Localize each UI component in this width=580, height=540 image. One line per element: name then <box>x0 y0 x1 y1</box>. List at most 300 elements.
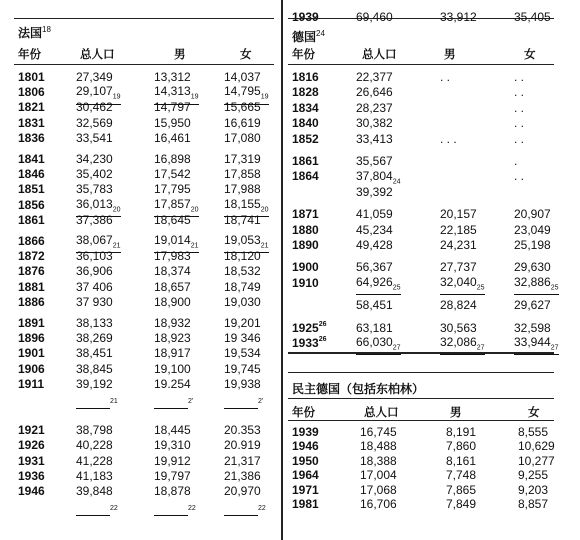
total-value: 56,367 <box>356 260 393 275</box>
female-cell <box>514 10 551 24</box>
year-text: 1880 <box>292 222 319 237</box>
year-text: 1801 <box>18 70 45 84</box>
total-value: 39,392 <box>356 184 393 199</box>
year-text: 1851 <box>18 182 45 197</box>
female-value: 29,627 <box>514 298 551 313</box>
male-cell <box>440 70 450 84</box>
blank-line <box>154 399 188 409</box>
year-cell <box>18 469 45 483</box>
total-cell <box>76 213 113 227</box>
table-row <box>14 85 274 99</box>
total-value: 38,451 <box>76 346 113 361</box>
header-female: 女 <box>524 49 536 61</box>
year-text: 1900 <box>292 260 319 275</box>
female-value: 20.919 <box>224 438 261 453</box>
france-table <box>14 10 274 540</box>
female-value: 18,532 <box>224 264 261 279</box>
year-cell <box>18 167 45 181</box>
female-value: 19,030 <box>224 294 261 309</box>
male-cell <box>154 152 191 166</box>
table-row <box>288 154 554 168</box>
year-cell <box>292 497 319 511</box>
year-text: 1886 <box>18 294 45 309</box>
table-row <box>14 280 274 294</box>
total-cell <box>76 346 113 360</box>
blank-line <box>224 399 258 409</box>
male-value: 33,912 <box>440 10 477 24</box>
female-value: 19,201 <box>224 316 261 330</box>
male-value: 18,917 <box>154 346 191 361</box>
bottom-rule <box>288 352 554 354</box>
male-value: 32,040 <box>440 274 477 289</box>
total-value: 66,030 <box>356 335 393 349</box>
footnote-marker: 25 <box>476 284 485 292</box>
table-row <box>288 132 554 146</box>
year-cell <box>18 70 45 84</box>
total-value: 30,462 <box>76 100 113 115</box>
male-cell <box>440 238 477 252</box>
female-value: . . <box>514 131 525 146</box>
female-value: 20,907 <box>514 207 551 222</box>
total-cell <box>76 264 113 278</box>
total-value: 40,228 <box>76 438 113 453</box>
male-cell <box>154 280 191 294</box>
female-value: 8,857 <box>518 497 549 511</box>
female-value: 17,080 <box>224 130 261 145</box>
total-cell <box>356 85 393 99</box>
year-cell <box>292 10 319 24</box>
female-cell <box>514 70 524 84</box>
male-value: 17,857 <box>154 196 191 211</box>
male-value: . . . <box>440 131 457 146</box>
female-value: 17,988 <box>224 182 261 197</box>
male-cell <box>154 116 191 130</box>
male-cell <box>154 331 191 345</box>
female-cell <box>224 469 261 483</box>
table-row <box>14 70 274 84</box>
footnote-marker: 19 <box>190 93 199 101</box>
male-cell <box>440 276 485 295</box>
year-text: 1950 <box>292 453 319 468</box>
male-cell <box>446 497 476 511</box>
male-value: 7,748 <box>446 468 477 483</box>
male-cell <box>154 316 191 330</box>
total-cell <box>76 377 113 391</box>
female-value: 32,598 <box>514 320 551 335</box>
male-value: 18,878 <box>154 484 191 498</box>
total-cell <box>76 469 113 483</box>
male-cell <box>446 425 476 439</box>
female-value: 32,886 <box>514 274 551 289</box>
total-value: 27,349 <box>76 70 113 84</box>
footnote-marker: 27 <box>550 344 559 352</box>
table-row <box>14 131 274 145</box>
total-value: 35,783 <box>76 182 113 197</box>
male-value: 16,898 <box>154 152 191 166</box>
male-value: 19.254 <box>154 376 191 391</box>
female-cell <box>224 213 261 227</box>
female-value: 23,049 <box>514 222 551 237</box>
male-cell <box>154 70 191 84</box>
gdr-table <box>288 368 554 528</box>
total-value: 41,228 <box>76 453 113 468</box>
table-row <box>288 274 559 292</box>
female-value: 14,795 <box>224 84 261 99</box>
female-cell <box>514 260 551 274</box>
year-cell <box>292 321 327 335</box>
female-value: 14,037 <box>224 70 261 84</box>
total-cell <box>76 423 113 437</box>
total-value: 32,569 <box>76 115 113 130</box>
male-cell <box>154 454 191 468</box>
table-row <box>288 483 554 497</box>
table-row <box>14 484 274 498</box>
male-cell <box>154 423 191 437</box>
total-cell <box>76 182 113 196</box>
year-cell <box>292 116 319 130</box>
male-value: 27,737 <box>440 260 477 275</box>
year-text: 1816 <box>292 70 319 84</box>
male-value: 14,313 <box>154 84 191 99</box>
column-divider <box>281 0 283 540</box>
female-value: 19,938 <box>224 376 261 391</box>
year-cell <box>18 423 45 437</box>
year-text: 1906 <box>18 361 45 376</box>
female-cell <box>224 398 263 412</box>
table-row <box>14 264 274 278</box>
table-row <box>14 152 274 166</box>
title-footnote: 24 <box>316 29 325 38</box>
female-value: 18,741 <box>224 212 261 227</box>
female-cell <box>224 438 261 452</box>
female-value: 19 346 <box>224 331 261 346</box>
total-cell <box>356 276 401 295</box>
female-value: 17,319 <box>224 152 261 166</box>
male-cell <box>154 469 191 483</box>
female-value: 15,665 <box>224 100 261 115</box>
blank-line <box>76 506 110 516</box>
male-cell <box>154 398 193 412</box>
female-cell <box>518 497 548 511</box>
total-value: 17,004 <box>360 468 397 483</box>
female-cell <box>514 169 524 183</box>
total-cell <box>76 331 113 345</box>
female-cell <box>224 116 261 130</box>
year-text: 1852 <box>292 131 319 146</box>
total-cell <box>360 425 397 439</box>
footnote-marker: 27 <box>392 344 401 352</box>
female-value: 29,630 <box>514 260 551 275</box>
total-value: 38,067 <box>76 233 113 247</box>
header-year: 年份 <box>292 49 315 61</box>
female-value: 20,970 <box>224 484 261 498</box>
female-value: 10,277 <box>518 453 555 468</box>
year-text: 1936 <box>18 468 45 483</box>
female-cell <box>514 132 524 146</box>
total-value: 58,451 <box>356 298 393 313</box>
table-title <box>292 28 325 45</box>
total-value: 16,745 <box>360 425 397 439</box>
blank-line <box>76 399 110 409</box>
female-value: 20.353 <box>224 423 261 438</box>
female-cell <box>224 484 261 498</box>
male-cell <box>440 223 477 237</box>
female-cell <box>514 276 559 295</box>
title-rule <box>288 398 554 399</box>
female-cell <box>514 154 517 168</box>
male-value: 7,849 <box>446 497 477 511</box>
female-cell <box>224 152 261 166</box>
title-footnote: 18 <box>42 25 51 34</box>
table-row <box>14 362 274 376</box>
female-value: 19,534 <box>224 346 261 361</box>
total-cell <box>76 362 113 376</box>
year-text: 1946 <box>292 439 319 454</box>
female-cell <box>224 316 261 330</box>
female-value: . . <box>514 85 525 100</box>
total-value: 36,013 <box>76 196 113 211</box>
table-row <box>288 238 554 252</box>
total-cell <box>360 439 397 453</box>
total-cell <box>356 223 393 237</box>
female-value: 33,944 <box>514 335 551 349</box>
header-rule <box>288 64 554 65</box>
year-cell <box>18 198 45 212</box>
total-cell <box>76 100 113 114</box>
total-cell <box>356 132 393 146</box>
table-row <box>288 425 554 439</box>
year-cell <box>292 169 319 183</box>
total-value: 38,269 <box>76 331 113 346</box>
table-row <box>14 469 274 483</box>
year-cell <box>292 425 319 439</box>
male-value: 8,161 <box>446 453 477 468</box>
male-cell <box>440 260 477 274</box>
total-cell <box>360 454 397 468</box>
total-cell <box>356 185 393 199</box>
female-value: 18,120 <box>224 249 261 264</box>
female-value: 18,155 <box>224 196 261 211</box>
male-value: 14,797 <box>154 100 191 115</box>
total-cell <box>76 131 113 145</box>
year-cell <box>292 101 319 115</box>
year-text: 1834 <box>292 100 319 115</box>
total-value: 22,377 <box>356 70 393 84</box>
male-cell <box>154 346 191 360</box>
year-cell <box>292 260 319 274</box>
year-cell <box>292 238 319 252</box>
year-footnote: 26 <box>318 320 327 328</box>
total-cell <box>76 316 113 330</box>
total-value: 37 930 <box>76 294 113 309</box>
female-cell <box>514 116 524 130</box>
male-value: 18,645 <box>154 212 191 227</box>
total-cell <box>356 116 393 130</box>
total-cell <box>356 154 393 168</box>
total-cell <box>360 468 397 482</box>
total-cell <box>356 260 393 274</box>
male-cell <box>154 249 191 263</box>
year-footnote: 26 <box>318 336 327 343</box>
footnote-marker: 22 <box>188 505 196 513</box>
female-value: 10,629 <box>518 439 555 454</box>
male-cell <box>154 438 191 452</box>
total-cell <box>356 101 393 115</box>
footnote-marker: 22 <box>258 505 266 513</box>
title-text: 法国 <box>18 26 43 40</box>
male-value: 19,014 <box>154 233 191 247</box>
header-rule <box>14 64 274 65</box>
female-cell <box>224 280 261 294</box>
footnote-marker: 2' <box>188 398 194 405</box>
total-value: 37 406 <box>76 279 113 294</box>
header-male: 男 <box>174 49 186 61</box>
year-text: 1836 <box>18 130 45 145</box>
male-value: 19,912 <box>154 453 191 468</box>
top-rule <box>14 18 274 19</box>
year-cell <box>18 213 45 227</box>
male-cell <box>154 295 191 309</box>
total-value: 39,192 <box>76 376 113 391</box>
year-cell <box>18 295 45 309</box>
year-text: 1841 <box>18 152 45 166</box>
year-cell <box>18 346 45 360</box>
male-cell <box>154 213 191 227</box>
footnote-marker: 24 <box>392 178 401 186</box>
male-value: 18,900 <box>154 294 191 309</box>
blank-line <box>154 506 188 516</box>
footnote-marker: 19 <box>112 93 121 101</box>
table-row <box>288 468 554 482</box>
header-male: 男 <box>450 407 462 419</box>
year-cell <box>18 377 44 391</box>
male-value: 18,657 <box>154 279 191 294</box>
male-value: 7,860 <box>446 439 477 454</box>
footnote-marker: 22 <box>110 505 118 513</box>
year-text: 1876 <box>18 264 45 279</box>
male-cell <box>440 207 477 221</box>
year-text: 1910 <box>292 275 319 290</box>
year-cell <box>18 280 45 294</box>
table-row <box>288 185 554 199</box>
year-cell <box>18 249 45 263</box>
table-row <box>288 335 559 352</box>
total-cell <box>76 152 113 166</box>
year-cell <box>292 454 319 468</box>
male-value: 7,865 <box>446 482 477 497</box>
year-cell <box>292 276 319 290</box>
male-cell <box>446 483 476 497</box>
total-value: 30,382 <box>356 116 393 131</box>
total-value: 29,107 <box>76 84 113 99</box>
female-value: 21,386 <box>224 468 261 483</box>
year-cell <box>18 331 45 345</box>
female-cell <box>224 423 261 437</box>
total-cell <box>360 483 397 497</box>
year-cell <box>18 100 45 114</box>
year-text: 1911 <box>18 376 45 391</box>
total-cell <box>76 505 118 519</box>
female-cell <box>518 439 555 453</box>
year-text: 1921 <box>18 423 45 438</box>
male-value: 18,923 <box>154 331 191 346</box>
male-value: 20,157 <box>440 207 477 222</box>
female-value: 18,749 <box>224 279 261 294</box>
male-value: 18,932 <box>154 316 191 330</box>
year-cell <box>18 131 45 145</box>
female-value: 19,745 <box>224 361 261 376</box>
female-value: . . <box>514 100 525 115</box>
year-text: 1806 <box>18 85 45 100</box>
male-value: 28,824 <box>440 298 477 313</box>
table-title <box>18 24 51 41</box>
total-cell <box>76 249 113 263</box>
year-text: 1861 <box>18 212 45 227</box>
table-row <box>288 207 554 221</box>
total-value: 18,388 <box>360 453 397 468</box>
table-row <box>14 213 274 227</box>
male-value: 17,983 <box>154 249 191 264</box>
table-row <box>14 295 274 309</box>
year-text: 1891 <box>18 316 45 330</box>
total-value: 41,059 <box>356 207 393 222</box>
table-row <box>288 169 554 186</box>
total-cell <box>76 295 113 309</box>
total-value: 35,402 <box>76 167 113 182</box>
total-cell <box>356 321 393 335</box>
male-cell <box>154 484 191 498</box>
female-cell <box>514 223 551 237</box>
total-value: 33,541 <box>76 130 113 145</box>
header-female: 女 <box>240 49 252 61</box>
year-cell <box>18 182 45 196</box>
female-value: . . <box>514 70 525 84</box>
blank-line <box>224 506 258 516</box>
male-value: 24,231 <box>440 238 477 252</box>
table-row <box>288 116 554 130</box>
female-cell <box>224 167 261 181</box>
table-row <box>14 198 274 212</box>
male-cell <box>154 505 196 519</box>
table-row <box>288 10 554 24</box>
header-total: 总人口 <box>362 49 397 61</box>
year-text: 1864 <box>292 169 319 184</box>
female-cell <box>514 238 551 252</box>
table-row <box>14 454 274 468</box>
footnote-marker: 20 <box>260 205 269 213</box>
female-cell <box>514 207 551 221</box>
year-cell <box>18 454 45 468</box>
male-value: 16,461 <box>154 130 191 145</box>
female-cell <box>514 298 551 312</box>
female-value: . <box>514 154 518 168</box>
male-value: 13,312 <box>154 70 191 84</box>
male-value: 22,185 <box>440 222 477 237</box>
footnote-marker: 21 <box>190 242 199 250</box>
table-row <box>288 439 554 453</box>
table-row <box>14 167 274 181</box>
male-value: . . <box>440 70 451 84</box>
total-value: 17,068 <box>360 482 397 497</box>
year-cell <box>18 152 45 166</box>
male-value: 17,542 <box>154 167 191 182</box>
female-cell <box>224 131 261 145</box>
table-row <box>14 182 274 196</box>
year-text: 1901 <box>18 346 45 361</box>
footnote-marker: 20 <box>112 205 121 213</box>
female-cell <box>224 454 261 468</box>
table-row <box>14 316 274 330</box>
